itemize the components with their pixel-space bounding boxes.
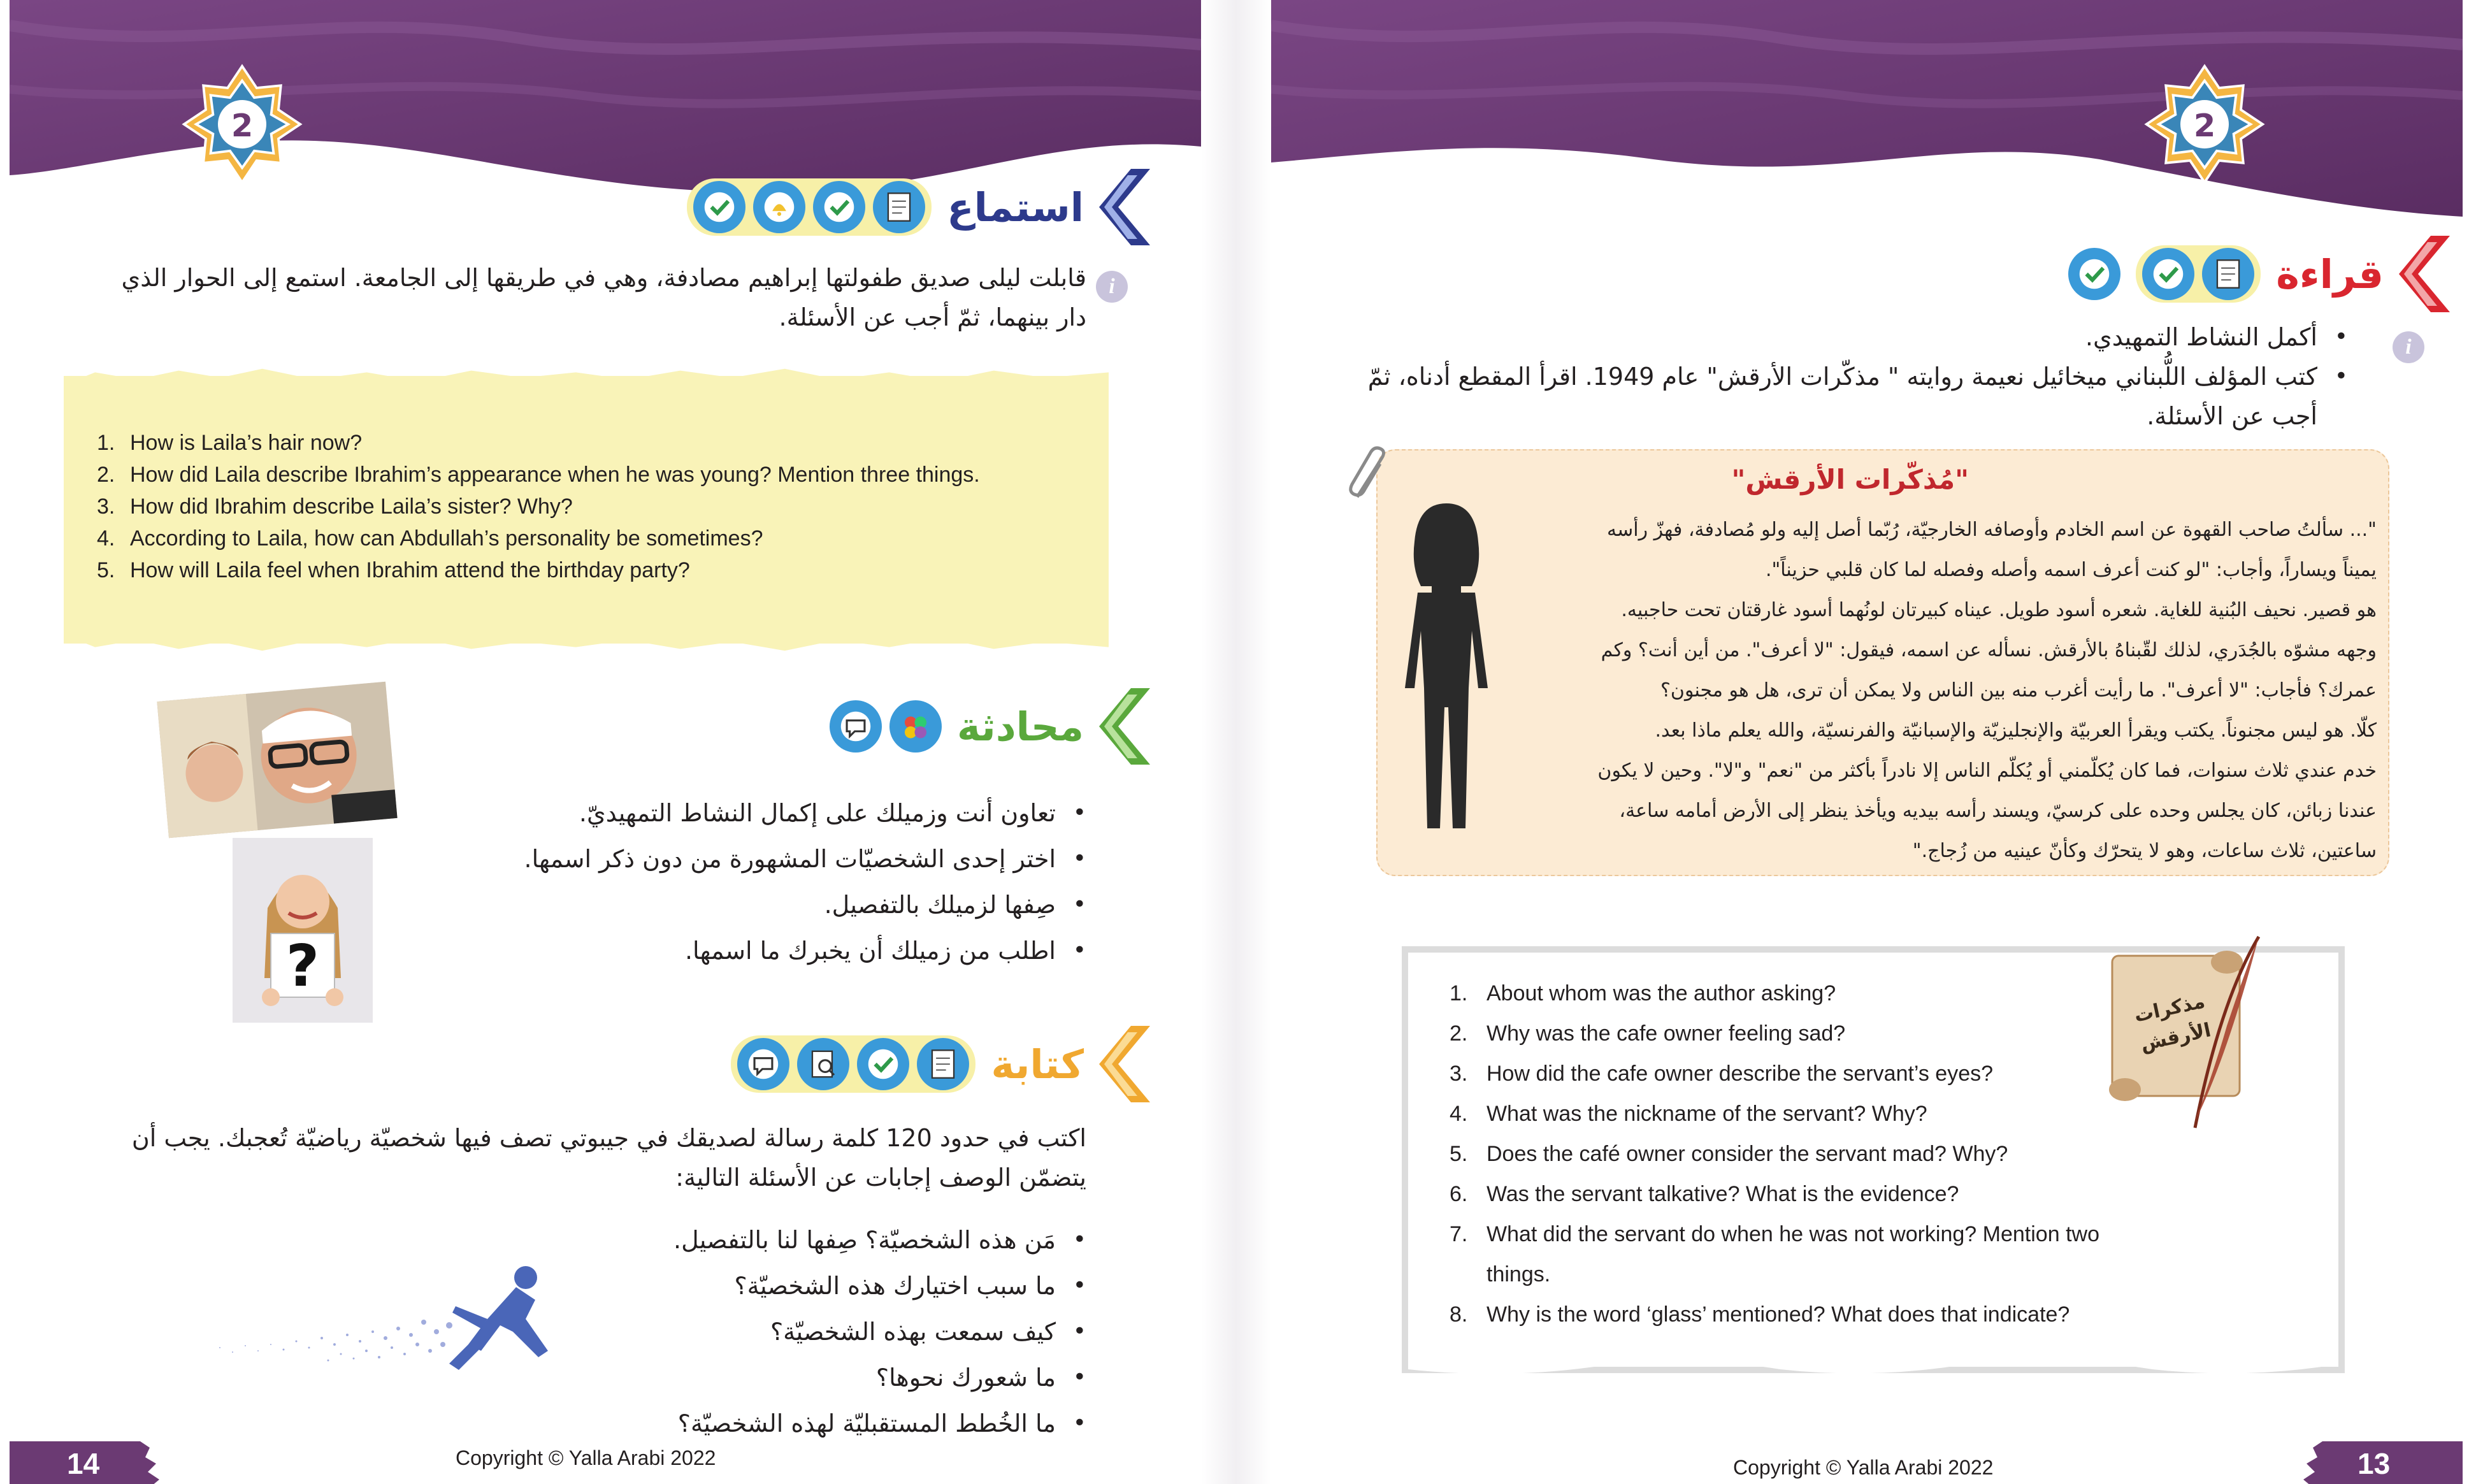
list-item: 2. Why was the cafe owner feeling sad? — [1450, 1021, 1846, 1046]
puzzle-icon — [889, 700, 942, 753]
passage-line: عمرك؟ فأجاب: "لا أعرف". ما رأيت أغرب منه بين الناس ولا يمكن أن ترى، هل هو مجنون؟ — [1660, 679, 2377, 702]
checkmark-icon — [2142, 248, 2194, 300]
passage-line: عندنا زبائن، كان يجلس وحده على كرسيّ، ويسند رأسه بيديه ويأخذ ينظر إلى الأرض أمامه ساعة، — [1619, 800, 2377, 822]
page-number-tab — [2297, 1441, 2463, 1484]
listening-question-list — [97, 427, 1110, 586]
copyright-footer: Copyright © Yalla Arabi 2022 — [456, 1446, 716, 1469]
reading-bullets — [1328, 317, 2348, 436]
left-page — [10, 0, 1201, 1484]
section-number-badge — [1093, 1026, 1150, 1102]
reading-question-list — [1450, 974, 2150, 1335]
skill-icons — [731, 1035, 975, 1093]
list-item: • ما سبب اختيارك هذه الشخصيّة؟ — [513, 1263, 1086, 1309]
reading-title: قراءة — [2276, 250, 2384, 298]
list-item: • أكمل النشاط التمهيدي. — [1328, 317, 2348, 357]
section-number: 6 — [1127, 192, 1146, 224]
passage-line: ساعتين، ثلاث ساعات، وهو لا يتحرّك وكأنّ عينيه من زُجاج." — [1912, 840, 2377, 862]
list-item: 5. How will Laila feel when Ibrahim attend the birthday party? — [97, 558, 690, 582]
info-icon: i — [1096, 271, 1128, 303]
checkmark-icon — [2068, 248, 2120, 300]
list-item: 3. How did Ibrahim describe Laila’s sister? Why? — [97, 494, 573, 519]
listening-heading — [687, 169, 1150, 245]
purple-banner — [1271, 0, 2463, 229]
writing-title: كتابة — [991, 1041, 1084, 1088]
list-item: 3. How did the cafe owner describe the servant’s eyes? — [1450, 1062, 1994, 1086]
running-athlete-illustration — [182, 1249, 564, 1389]
paperclip-icon — [1344, 446, 1395, 503]
section-number: 8 — [1127, 1049, 1146, 1081]
list-item: 1. How is Laila’s hair now? — [97, 431, 363, 455]
talk-bubble-icon — [737, 1038, 789, 1090]
checkmark-icon — [813, 181, 865, 233]
notepad-icon — [917, 1038, 969, 1090]
page-number: 13 — [2357, 1447, 2391, 1480]
list-item: • اطلب من زميلك أن يخبرك ما اسمها. — [424, 928, 1086, 974]
scroll-label: مذكرات الأرقش — [2132, 990, 2213, 1056]
checkmark-icon — [857, 1038, 909, 1090]
skill-icons — [830, 700, 942, 753]
skill-icons — [687, 178, 932, 236]
reading-heading — [2068, 236, 2450, 312]
conversation-bullets — [424, 790, 1086, 974]
conversation-title: محادثة — [956, 703, 1084, 750]
notepad-icon — [873, 181, 925, 233]
list-item: 1. About whom was the author asking? — [1450, 981, 1836, 1005]
silhouette-illustration — [1392, 497, 1501, 835]
passage-body — [1513, 510, 2377, 871]
listening-questions-box — [64, 376, 1109, 644]
passage-line: كلّا. هو ليس مجنوناً. يكتب ويقرأ العربيّة والإنجليزيّة والإسبانيّة والفرنسيّة، والله يعلم ماذا بعد. — [1655, 719, 2377, 742]
list-item: • ما شعورك نحوها؟ — [513, 1355, 1086, 1401]
unit-number: 2 — [231, 107, 254, 144]
conversation-heading — [830, 688, 1150, 765]
section-number-badge — [2393, 236, 2450, 312]
writing-heading — [731, 1026, 1150, 1102]
info-icon: i — [2393, 331, 2424, 363]
photo-girl-question-mark — [233, 838, 373, 1023]
right-page — [1271, 0, 2463, 1484]
list-item: • كتب المؤلف اللُّبناني ميخائيل نعيمة روايته " مذكّرات الأرقش" عام 1949. اقرأ المقطع أدناه، ثمّ أجب عن الأسئلة. — [1328, 357, 2348, 436]
writing-bullets — [513, 1217, 1086, 1446]
copyright-footer: Copyright © Yalla Arabi 2022 — [1733, 1456, 1994, 1479]
writing-intro: اكتب في حدود 120 كلمة رسالة لصديقك في جيبوتي تصف فيها شخصيّة رياضيّة تُعجبك. يجب أن يتضمّن الوصف إجابات عن الأسئلة التالية: — [131, 1124, 1086, 1192]
skill-icons — [2136, 245, 2261, 303]
listening-title: استماع — [947, 184, 1084, 231]
unit-number: 2 — [2193, 107, 2216, 144]
passage-line: "... سألتُ صاحب القهوة عن اسم الخادم وأوصافه الخارجيّة، رُبّما أصل إليه ولو مُصادفة، فهزّ رأسه — [1607, 519, 2377, 541]
section-number: 7 — [1127, 711, 1146, 744]
page-number: 14 — [67, 1447, 100, 1480]
passage-line: هو قصير. نحيف البُنية للغاية. شعره أسود طويل. عيناه كبيرتان لونُهما أسود غارقتان تحت حاجبيه. — [1621, 599, 2377, 621]
section-number: 5 — [2426, 259, 2446, 291]
list-item: • تعاون أنت وزميلك على إكمال النشاط التمهيديّ. — [424, 790, 1086, 836]
list-item: • اختر إحدى الشخصيّات المشهورة من دون ذكر اسمها. — [424, 836, 1086, 882]
document-search-icon — [797, 1038, 849, 1090]
passage-title: "مُذكّرات الأرقش" — [1731, 464, 1969, 495]
list-item: 4. What was the nickname of the servant? Why? — [1450, 1102, 1927, 1126]
talk-bubble-icon — [830, 700, 882, 753]
list-item: 7. What did the servant do when he was not working? Mention two things. — [1450, 1222, 2099, 1286]
photo-smiling-man — [157, 682, 397, 839]
list-item: 6. Was the servant talkative? What is the evidence? — [1450, 1182, 1959, 1206]
unit-emblem — [182, 64, 303, 185]
section-number-badge — [1093, 688, 1150, 765]
checkmark-icon — [693, 181, 745, 233]
list-item: • مَن هذه الشخصيّة؟ صِفها لنا بالتفصيل. — [513, 1217, 1086, 1263]
list-item: • كيف سمعت بهذه الشخصيّة؟ — [513, 1309, 1086, 1355]
page-number-tab — [10, 1441, 166, 1484]
bell-hand-icon — [753, 181, 805, 233]
svg-text:?: ? — [285, 933, 320, 1000]
passage-line: يميناً ويساراً، وأجاب: "لو كنت أعرف اسمه وأصله وفصله لما كان قلبي حزيناً". — [1765, 559, 2377, 581]
list-item: 2. How did Laila describe Ibrahim’s appearance when he was young? Mention three things. — [97, 463, 980, 487]
list-item: 5. Does the café owner consider the servant mad? Why? — [1450, 1142, 2008, 1166]
page-gutter — [1201, 0, 1271, 1484]
listening-intro: قابلت ليلى صديق طفولتها إبراهيم مصادفة، وهي في طريقها إلى الجامعة. استمع إلى الحوار الذي دار بينهما، ثمّ أجب عن الأسئلة. — [121, 264, 1086, 331]
passage-line: خدم عندي ثلاث سنوات، فما كان يُكلّمني أو يُكلّم الناس إلا نادراً بأكثر من "نعم" و"لا". وحين لا يكون — [1597, 760, 2377, 782]
notepad-icon — [2202, 248, 2254, 300]
list-item: • ما الخُطط المستقبليّة لهذه الشخصيّة؟ — [513, 1401, 1086, 1446]
list-item: 8. Why is the word ‘glass’ mentioned? What does that indicate? — [1450, 1302, 2070, 1327]
section-number-badge — [1093, 169, 1150, 245]
passage-line: وجهه مشوّه بالجُدَري، لذلك لقّبناهُ بالأرقش. نسأله عن اسمه، فيقول: "لا أعرف". من أين أنت؟ وكم — [1601, 639, 2377, 661]
list-item: • صِفها لزميلك بالتفصيل. — [424, 882, 1086, 928]
list-item: 4. According to Laila, how can Abdullah’s personality be sometimes? — [97, 526, 763, 551]
unit-emblem — [2144, 64, 2265, 185]
